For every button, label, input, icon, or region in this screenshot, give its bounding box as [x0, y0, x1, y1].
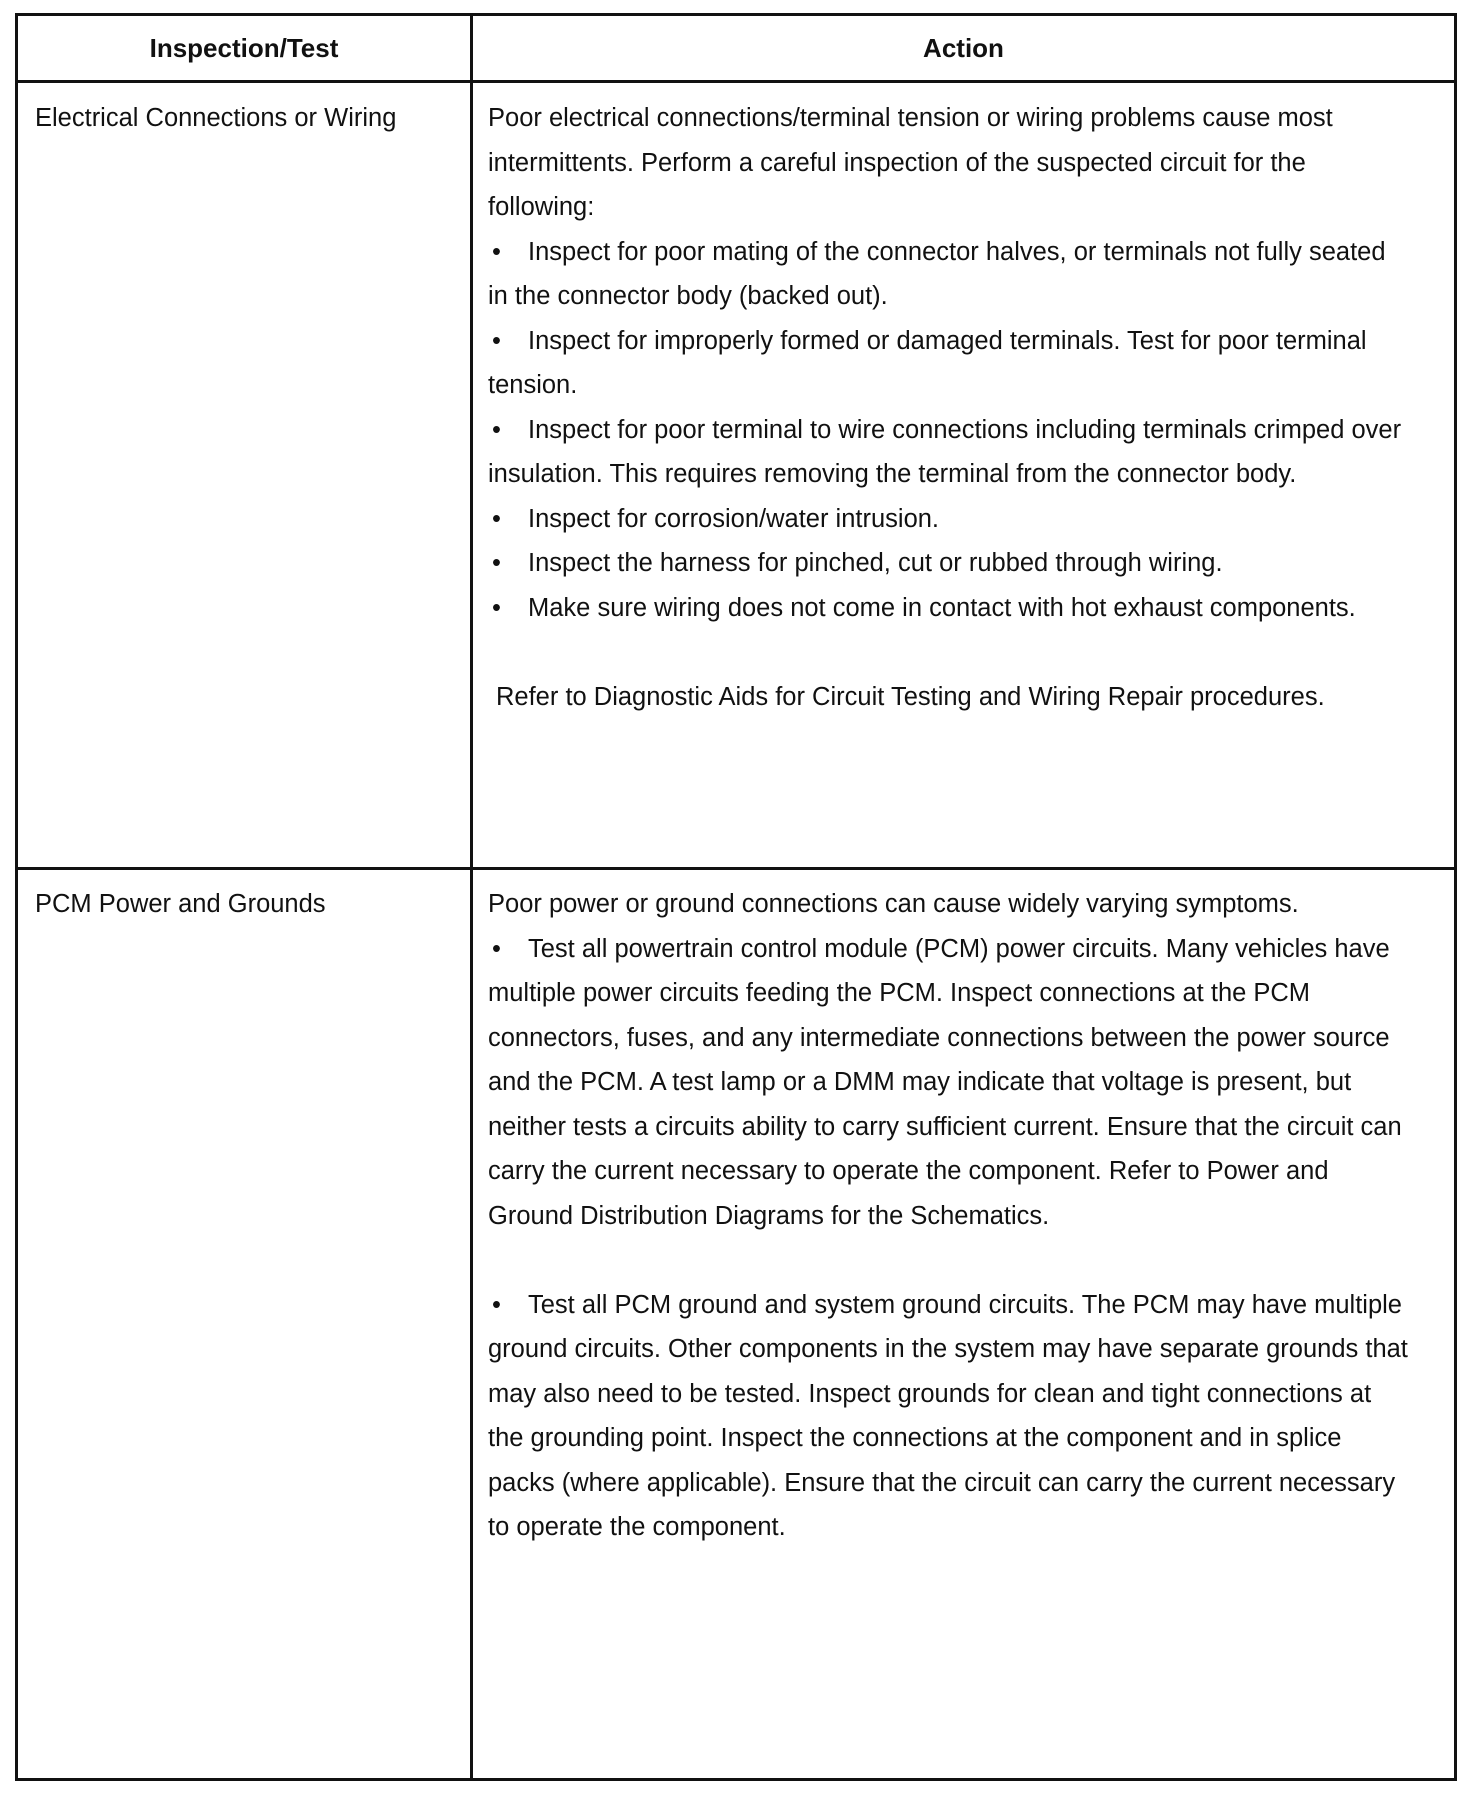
bullet-icon: • — [492, 549, 501, 577]
bullet-icon: • — [492, 504, 501, 533]
bullet-icon: • — [492, 593, 501, 622]
row-2-inspection — [35, 882, 435, 927]
row-1-inspection — [35, 96, 435, 141]
inspection-label: Electrical Connections or Wiring — [35, 104, 397, 132]
header-action: Action — [923, 32, 1004, 63]
bullet-icon: • — [492, 326, 501, 355]
action-bullet: • Inspect for improperly formed or damaged terminals. Test for poor terminal tension. — [488, 319, 1408, 408]
action-bullet: • Inspect the harness for pinched, cut or rubbed through wiring. — [488, 541, 1408, 586]
action-note: Refer to Diagnostic Aids for Circuit Testing and Wiring Repair procedures. — [496, 682, 1325, 711]
action-bullet: • Make sure wiring does not come in contact with hot exhaust components. — [488, 586, 1408, 631]
bullet-icon: • — [492, 934, 501, 963]
action-intro: Poor electrical connections/terminal tension or wiring problems cause most intermittents. Perform a careful inspection of the suspected circuit for the following: — [488, 104, 1333, 221]
action-bullet: • Inspect for poor terminal to wire connections including terminals crimped over insulation. This requires removing the terminal from the connector body. — [488, 408, 1408, 497]
row-1-action — [488, 96, 1408, 719]
action-bullet: • Inspect for corrosion/water intrusion. — [488, 497, 1408, 542]
bullet-icon: • — [492, 237, 501, 266]
inspection-table — [15, 13, 1457, 1781]
action-bullet: • Test all powertrain control module (PCM) power circuits. Many vehicles have multiple power circuits feeding the PCM. Inspect connections at the PCM connectors, fuses, and any intermediate connections between the power source and the PCM. A test lamp or a DMM may indicate that voltage is present, but neither tests a circuits ability to carry sufficient current. Ensure that the circuit can carry the current necessary to operate the component. Refer to Power and Ground Distribution Diagrams for the Schematics. — [488, 927, 1408, 1239]
column-divider — [470, 16, 473, 1778]
row-divider — [18, 867, 1454, 870]
action-bullet: • Test all PCM ground and system ground circuits. The PCM may have multiple ground circuits. Other components in the system may have separate grounds that may also need to be tested. Inspect grounds for clean and tight connections at the grounding point. Inspect the connections at the component and in splice packs (where applicable). Ensure that the circuit can carry the current necessary to operate the component. — [488, 1283, 1408, 1550]
bullet-icon: • — [492, 415, 501, 444]
header-inspection: Inspection/Test — [149, 32, 339, 63]
header-divider — [18, 80, 1454, 83]
action-intro: Poor power or ground connections can cause widely varying symptoms. — [488, 890, 1299, 918]
action-bullet: • Inspect for poor mating of the connector halves, or terminals not fully seated in the connector body (backed out). — [488, 230, 1408, 319]
row-2-action — [488, 882, 1408, 1550]
bullet-icon: • — [492, 1290, 501, 1319]
inspection-label: PCM Power and Grounds — [35, 890, 326, 918]
